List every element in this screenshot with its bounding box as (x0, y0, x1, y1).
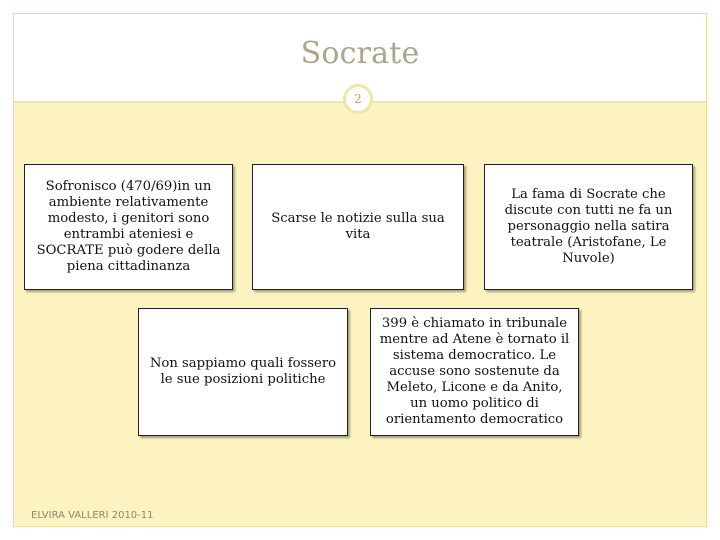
text-box-positions-text: Non sappiamo quali fossero le sue posizioni politiche (149, 356, 337, 387)
page-number-badge: 2 (343, 84, 373, 114)
text-box-trial (370, 308, 579, 436)
text-box-news (252, 164, 464, 290)
text-box-trial-text: 399 è chiamato in tribunale mentre ad Atene è tornato il sistema democratico. Le accuse sono sostenute da Meleto, Licone e da Anito, un uomo politico di orientamento democratico (379, 316, 570, 427)
text-box-fame (484, 164, 693, 290)
text-box-news-text: Scarse le notizie sulla sua vita (271, 211, 445, 242)
text-box-family (24, 164, 233, 290)
footer-text: ELVIRA VALLERI 2010-11 (31, 510, 154, 521)
text-box-positions (138, 308, 348, 436)
slide-title: Socrate (300, 36, 420, 71)
text-box-family-text: Sofronisco (470/69)in un ambiente relativamente modesto, i genitori sono entrambi ateniesi e SOCRATE può godere della piena cittadinanza (36, 179, 221, 274)
text-box-fame-text: La fama di Socrate che discute con tutti ne fa un personaggio nella satira teatrale (Aristofane, Le Nuvole) (504, 187, 673, 266)
